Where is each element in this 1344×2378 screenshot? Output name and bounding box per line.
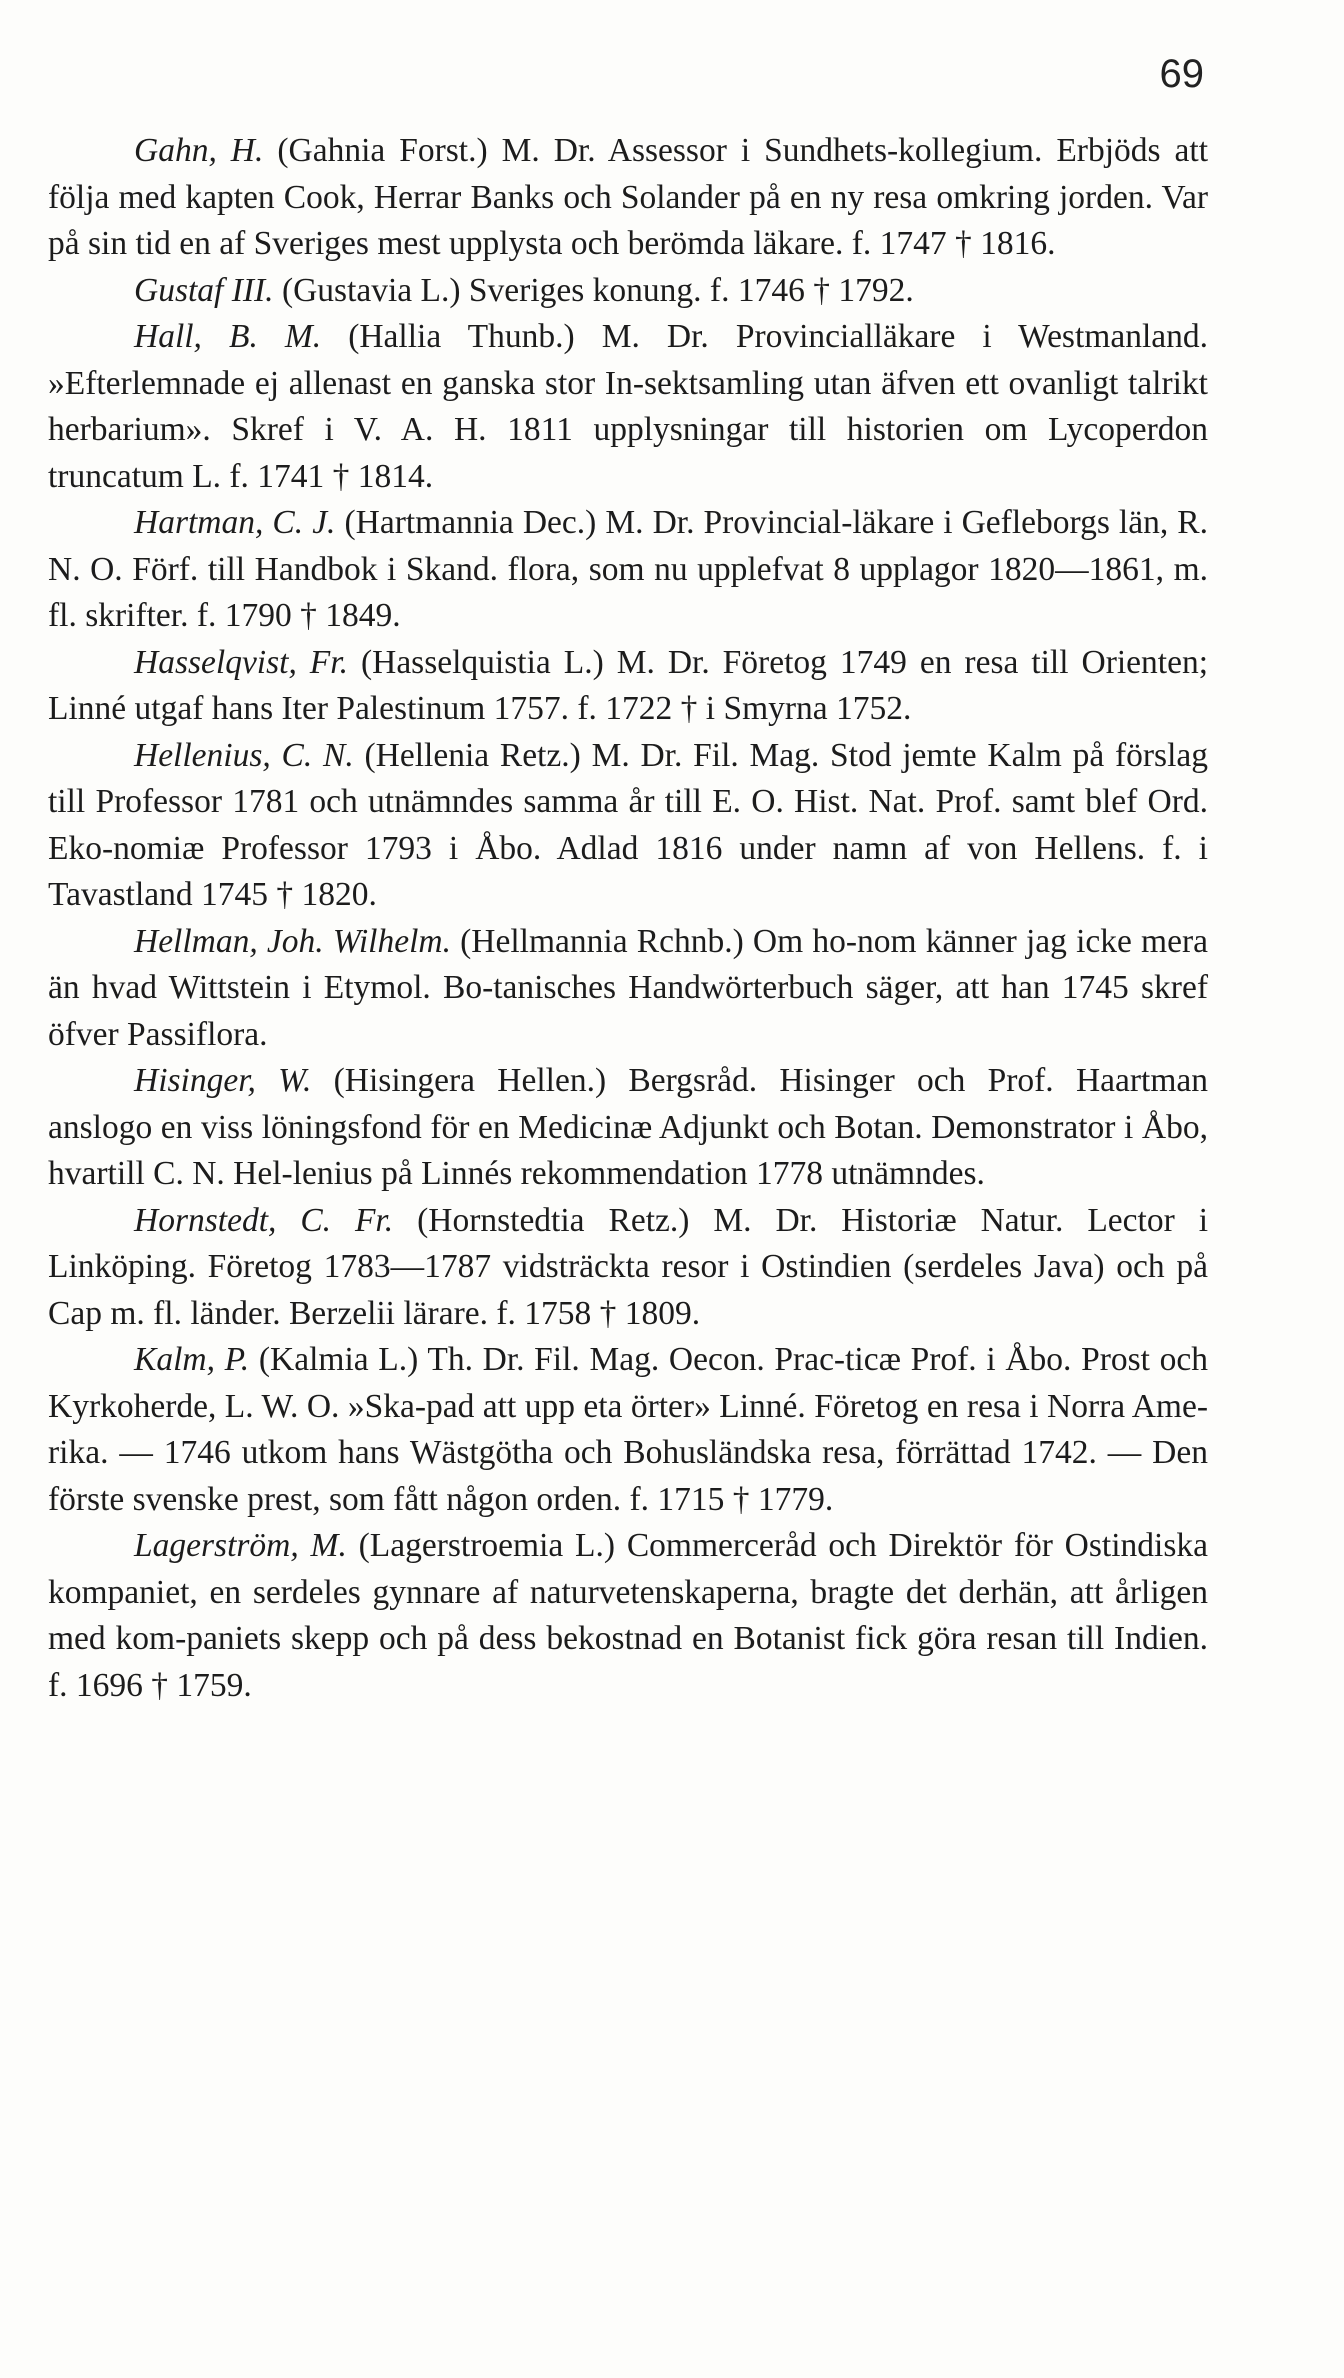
entry-lagerstrom bbox=[48, 1523, 1208, 1709]
entry-name: Hisinger, W. bbox=[134, 1062, 312, 1099]
entry-hisinger bbox=[48, 1058, 1208, 1198]
entry-hartman bbox=[48, 500, 1208, 640]
entry-hornstedt bbox=[48, 1198, 1208, 1338]
entry-kalm bbox=[48, 1337, 1208, 1523]
entry-hellenius bbox=[48, 733, 1208, 919]
page-number: 69 bbox=[1159, 52, 1204, 96]
entry-name: Gahn, H. bbox=[134, 132, 264, 169]
entry-name: Hellenius, C. N. bbox=[134, 736, 354, 774]
entry-gustaf bbox=[48, 268, 1208, 315]
entry-text: (Hornstedtia Retz.) M. Dr. Historiæ Natur. Lector i Linköping. Företog 1783—1787 vidsträckta resor i Ostindien (serdeles Java) och på Cap m. fl. länder. Berzelii lärare. f. 1758 † 1809. bbox=[48, 1201, 1208, 1332]
entry-text: (Gustavia L.) Sveriges konung. f. 1746 † 1792. bbox=[281, 271, 914, 309]
entry-name: Gustaf III. bbox=[134, 271, 274, 309]
entry-name: Hellman, Joh. Wilhelm. bbox=[134, 922, 451, 960]
entry-list bbox=[48, 128, 1208, 1709]
entry-hasselqvist bbox=[48, 640, 1208, 733]
entry-text: (Kalmia L.) Th. Dr. Fil. Mag. Oecon. Prac-ticæ Prof. i Åbo. Prost och Kyrkoherde, L. W. O. »Ska-pad att upp eta örter» Linné. Företog en resa i Norra Ame-rika. — 1746 utkom hans Wästgötha och Bohusländska resa, förrättad 1742. — Den förste svenske prest, som fått någon orden. f. 1715 † 1779. bbox=[48, 1341, 1208, 1518]
entry-hellman bbox=[48, 919, 1208, 1059]
entry-text: (Hisingera Hellen.) Bergsråd. Hisinger och Prof. Haartman anslogo en viss löningsfond för en Medicinæ Adjunkt och Botan. Demonstrator i Åbo, hvartill C. N. Hel-lenius på Linnés rekommendation 1778 utnämndes. bbox=[48, 1062, 1209, 1192]
entry-name: Hall, B. M. bbox=[134, 318, 322, 355]
entry-name: Hartman, C. J. bbox=[134, 504, 336, 541]
entry-name: Lagerström, M. bbox=[134, 1527, 347, 1564]
entry-hall bbox=[48, 314, 1208, 500]
entry-text: (Gahnia Forst.) M. Dr. Assessor i Sundhets-kollegium. Erbjöds att följa med kapten Cook, Herrar Banks och Solander på en ny resa omkring jorden. Var på sin tid en af Sveriges mest upplysta och berömda läkare. f. 1747 † 1816. bbox=[48, 132, 1209, 262]
entry-text: (Hellenia Retz.) M. Dr. Fil. Mag. Stod jemte Kalm på förslag till Professor 1781 och utnämndes samma år till E. O. Hist. Nat. Prof. samt blef Ord. Eko-nomiæ Professor 1793 i Åbo. Adlad 1816 under namn af von Hellens. f. i Tavastland 1745 † 1820. bbox=[48, 736, 1209, 913]
entry-text: (Hasselquistia L.) M. Dr. Företog 1749 en resa till Orienten; Linné utgaf hans Iter Palestinum 1757. f. 1722 † i Smyrna 1752. bbox=[48, 643, 1209, 727]
entry-gahn bbox=[48, 128, 1208, 268]
entry-text: (Hallia Thunb.) M. Dr. Provincialläkare i Westmanland. »Efterlemnade ej allenast en ganska stor In-sektsamling utan äfven ett ovanligt talrikt herbarium». Skref i V. A. H. 1811 upplysningar till historien om Lycoperdon truncatum L. f. 1741 † 1814. bbox=[48, 318, 1209, 495]
entry-name: Hornstedt, C. Fr. bbox=[134, 1201, 394, 1239]
entry-text: (Hellmannia Rchnb.) Om ho-nom känner jag icke mera än hvad Wittstein i Etymol. Bo-tanisches Handwörterbuch säger, att han 1745 skref öfver Passiflora. bbox=[48, 922, 1209, 1053]
entry-name: Kalm, P. bbox=[134, 1341, 250, 1378]
entry-name: Hasselqvist, Fr. bbox=[134, 643, 348, 681]
entry-text: (Lagerstroemia L.) Commerceråd och Direktör för Ostindiska kompaniet, en serdeles gynnare af naturvetenskaperna, bragte det derhän, att årligen med kom-paniets skepp och på dess bekostnad en Botanist fick göra resan till Indien. f. 1696 † 1759. bbox=[48, 1527, 1208, 1704]
entry-text: (Hartmannia Dec.) M. Dr. Provincial-läkare i Gefleborgs län, R. N. O. Förf. till Handbok i Skand. flora, som nu upplefvat 8 upplagor 1820—1861, m. fl. skrifter. f. 1790 † 1849. bbox=[48, 504, 1208, 634]
